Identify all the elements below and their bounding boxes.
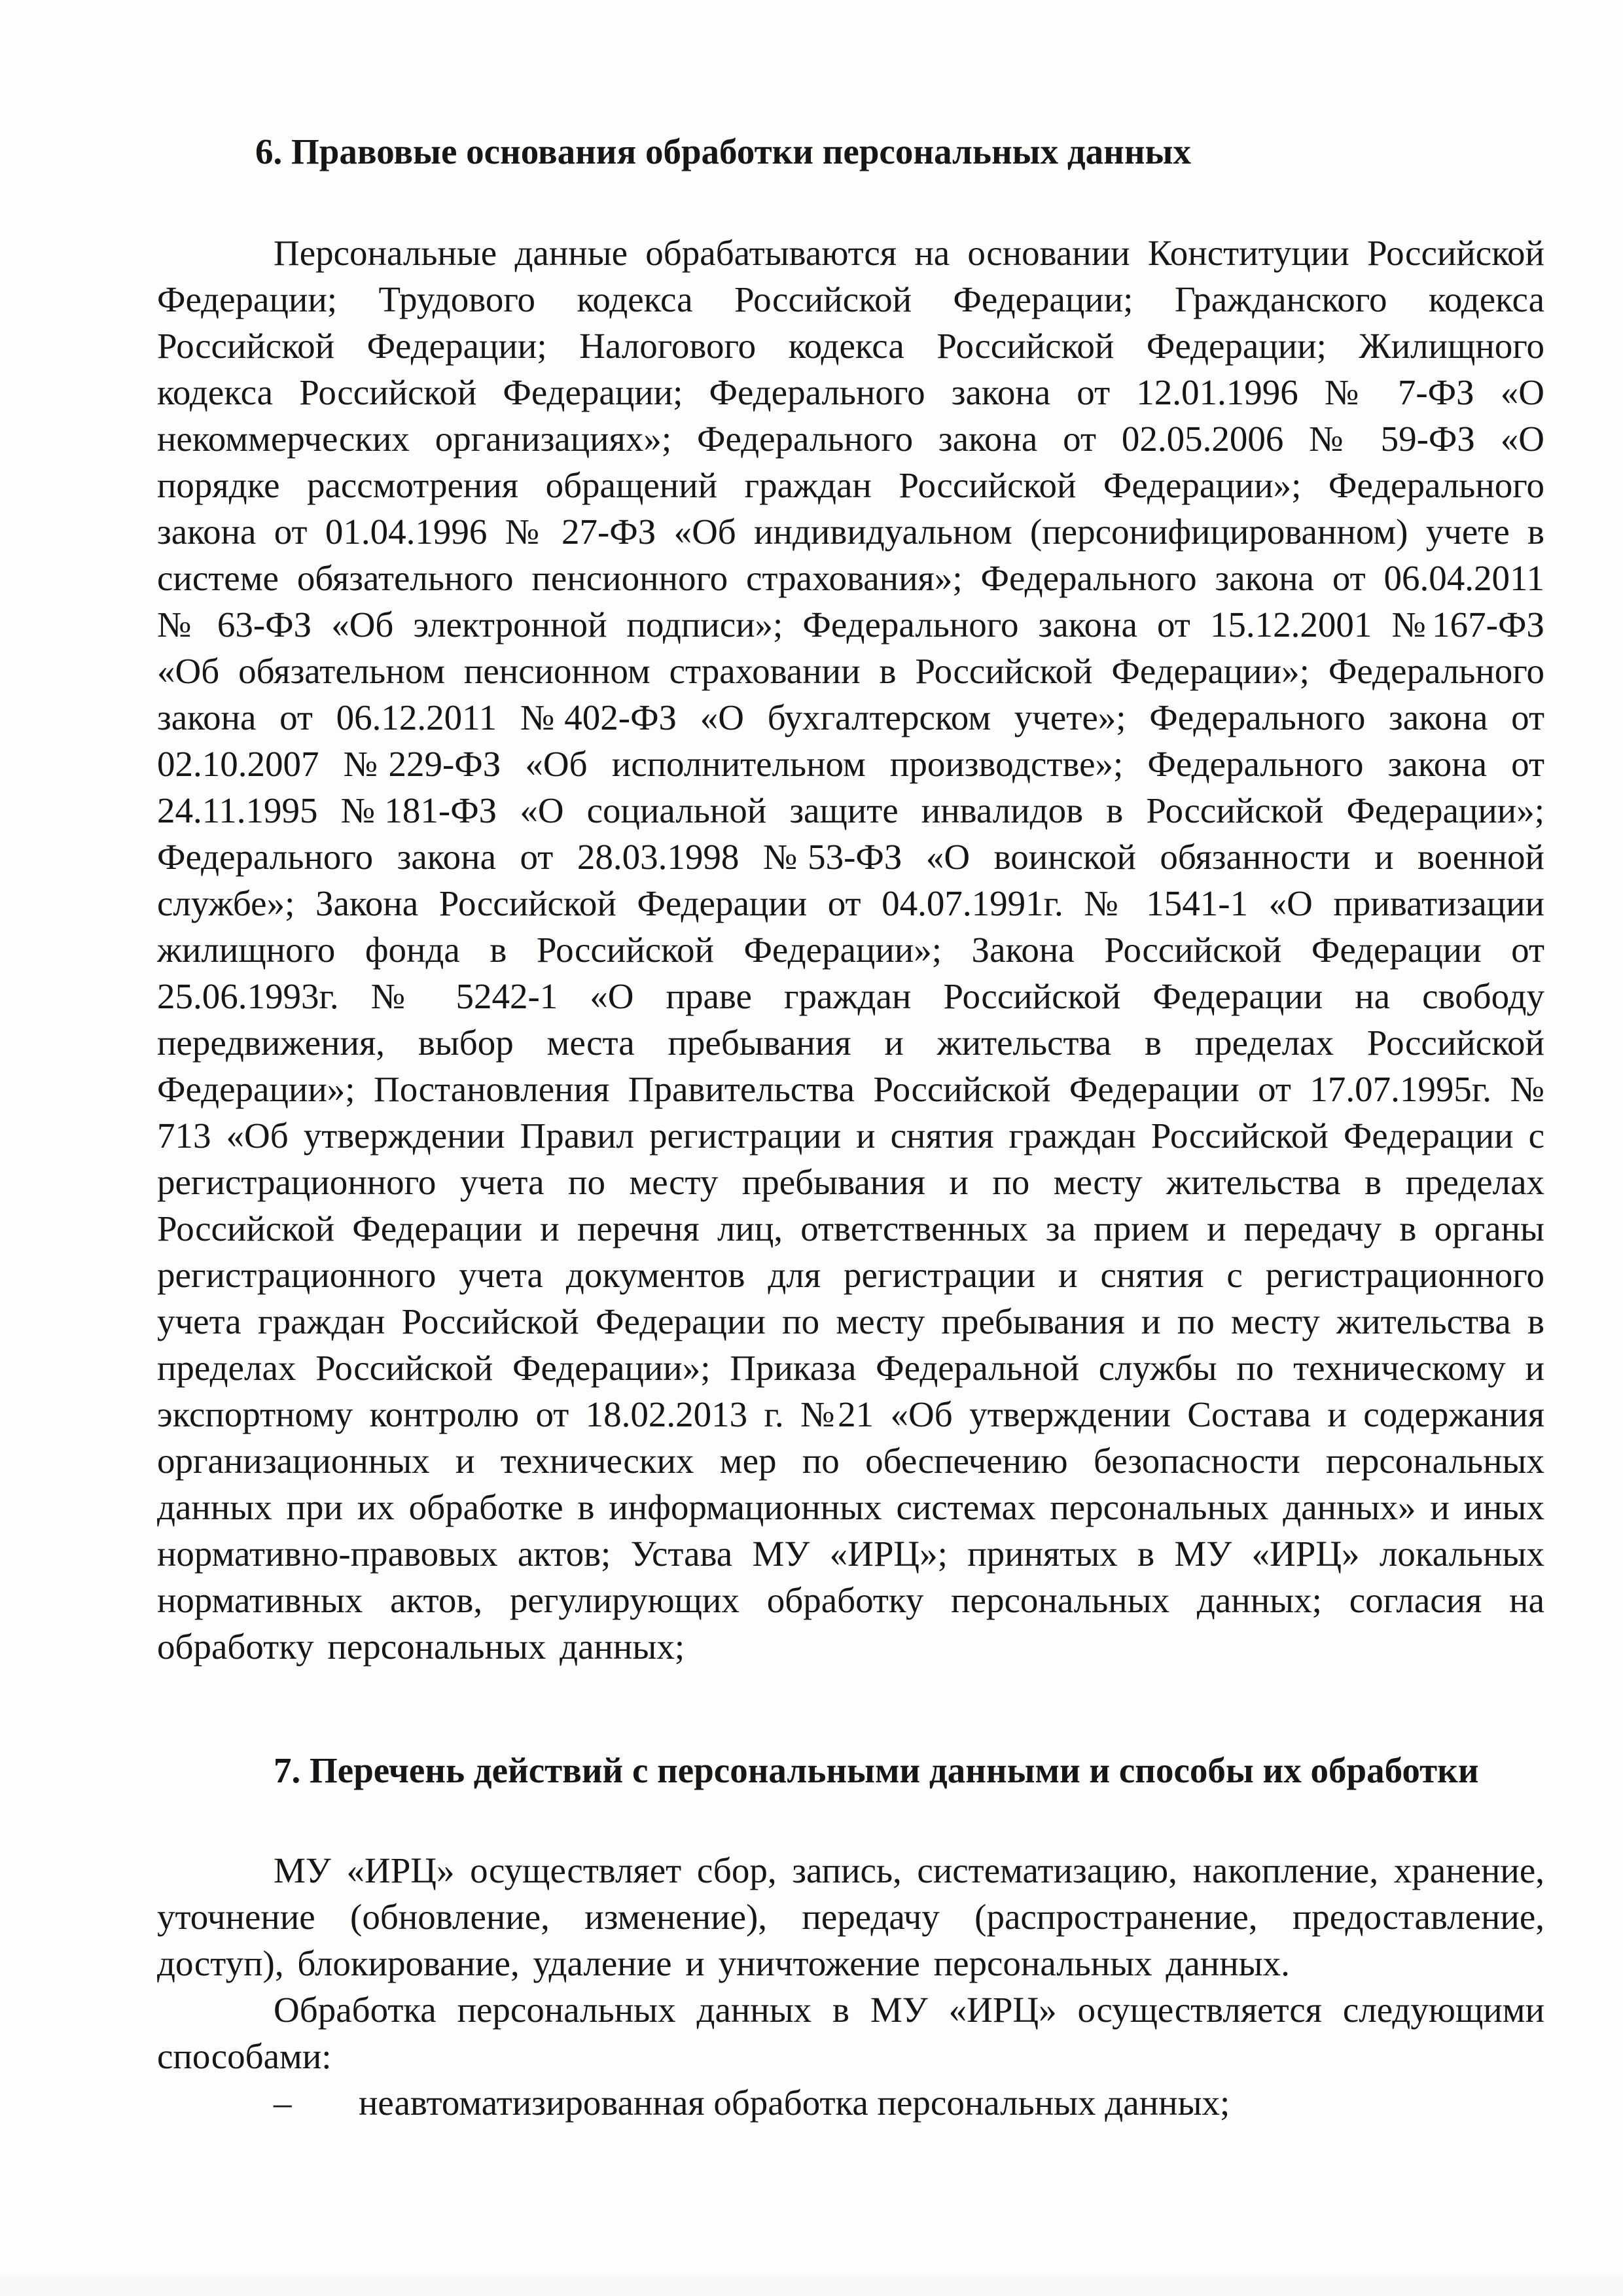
list-item <box>157 2079 1544 2126</box>
section-7-paragraph-1: МУ «ИРЦ» осуществляет сбор, запись, систематизацию, накопление, хранение, уточнение (обновление, изменение), передачу (распространение, предоставление, доступ), блокирование, удаление и уничтожение персональных данных. <box>157 1850 1544 1983</box>
dash-marker: – <box>274 2083 292 2123</box>
section-6-heading: 6. Правовые основания обработки персональных данных <box>255 132 1191 171</box>
list-item-text: неавтоматизированная обработка персональных данных; <box>359 2083 1230 2123</box>
section-7-heading: 7. Перечень действий с персональными данными и способы их обработки <box>274 1750 1479 1790</box>
scan-bottom-shade <box>0 2275 1623 2296</box>
section-6-paragraph: Персональные данные обрабатываются на основании Конституции Российской Федерации; Трудового кодекса Российской Федерации; Гражданского кодекса Российской Федерации; Налогового кодекса Российской Федерации; Жилищного кодекса Российской Федерации; Федерального закона от 12.01.1996 № 7-ФЗ «О некоммерческих организациях»; Федерального закона от 02.05.2006 № 59-ФЗ «О порядке рассмотрения обращений граждан Российской Федерации»; Федерального закона от 01.04.1996 № 27-ФЗ «Об индивидуальном (персонифицированном) учете в системе обязательного пенсионного страхования»; Федерального закона от 06.04.2011 № 63-ФЗ «Об электронной подписи»; Федерального закона от 15.12.2001 №167-ФЗ «Об обязательном пенсионном страховании в Российской Федерации»; Федерального закона от 06.12.2011 №402-ФЗ «О бухгалтерском учете»; Федерального закона от 02.10.2007 №229-ФЗ «Об исполнительном производстве»; Федерального закона от 24.11.1995 №181-ФЗ «О социальной защите инвалидов в Российской Федерации»; Федерального закона от 28.03.1998 №53-ФЗ «О воинской обязанности и военной службе»; Закона Российской Федерации от 04.07.1991г. № 1541-1 «О приватизации жилищного фонда в Российской Федерации»; Закона Российской Федерации от 25.06.1993г. № 5242-1 «О праве граждан Российской Федерации на свободу передвижения, выбор места пребывания и жительства в пределах Российской Федерации»; Постановления Правительства Российской Федерации от 17.07.1995г. № 713 «Об утверждении Правил регистрации и снятия граждан Российской Федерации с регистрационного учета по месту пребывания и по месту жительства в пределах Российской Федерации и перечня лиц, ответственных за прием и передачу в органы регистрационного учета документов для регистрации и снятия с регистрационного учета граждан Российской Федерации по месту пребывания и по месту жительства в пределах Российской Федерации»; Приказа Федеральной службы по техническому и экспортному контролю от 18.02.2013 г. №21 «Об утверждении Состава и содержания организационных и технических мер по обеспечению безопасности персональных данных при их обработке в информационных системах персональных данных» и иных нормативно-правовых актов; Устава МУ «ИРЦ»; принятых в МУ «ИРЦ» локальных нормативных актов, регулирующих обработку персональных данных; согласия на обработку персональных данных; <box>157 233 1544 1667</box>
section-7-paragraph-2: Обработка персональных данных в МУ «ИРЦ» осуществляется следующими способами: <box>157 1990 1544 2076</box>
